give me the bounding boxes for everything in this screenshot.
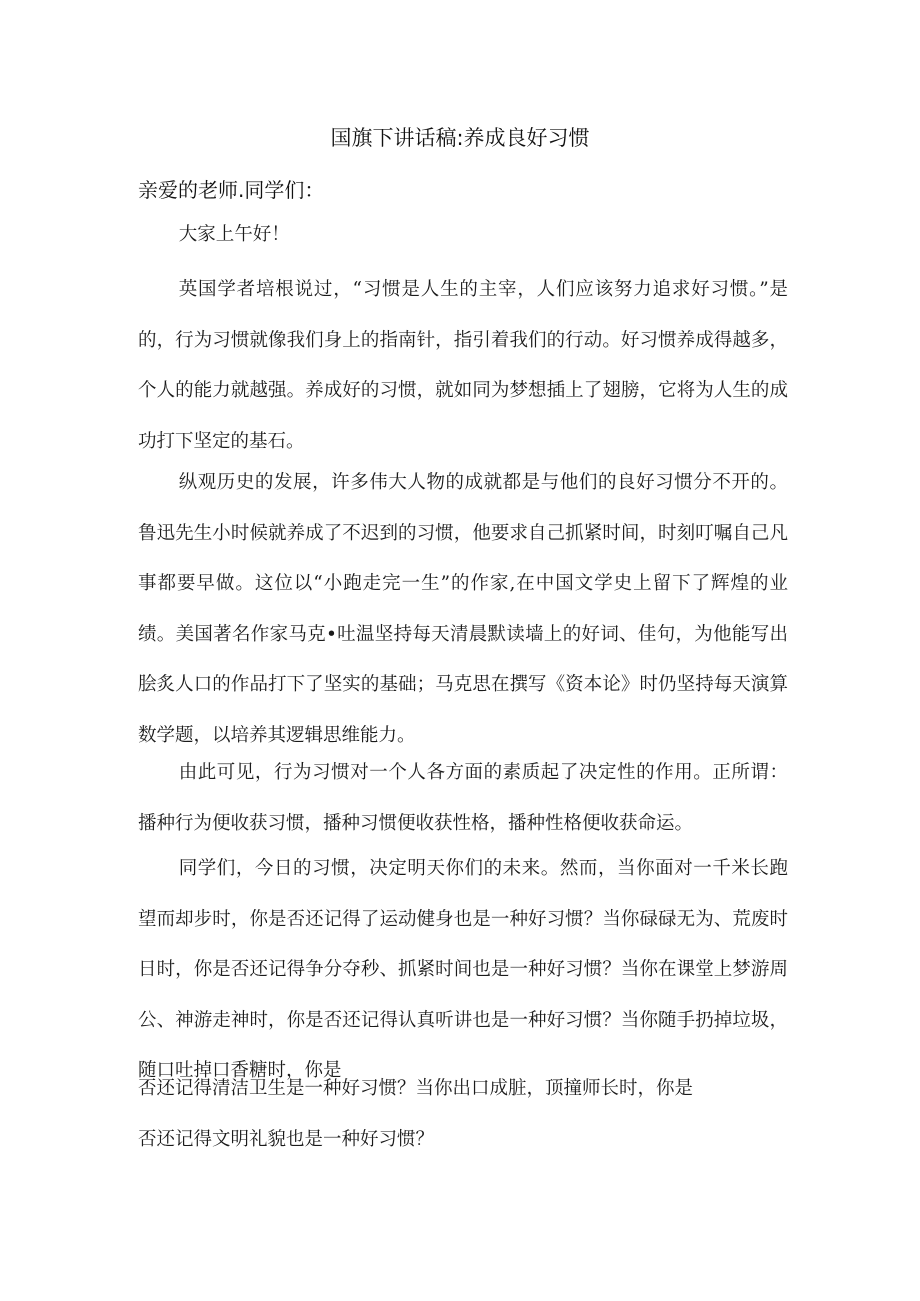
paragraph: 纵观历史的发展，许多伟大人物的成就都是与他们的良好习惯分不开的。鲁迅先生小时候就养成了不迟到的习惯，他要求自己抓紧时间，时刻叮嘱自己凡事都要早做。这位以“小跑走完一生”的作家,在中国文学史上留下了辉煌的业绩。美国著名作家马克•吐温坚持每天清晨默读墙上的好词、佳句，为他能写出脍炙人口的作品打下了坚实的基础；马克思在撰写《资本论》时仍坚持每天演算数学题，以培养其逻辑思维能力。 xyxy=(138,472,788,746)
paragraph-block-3 xyxy=(138,748,788,849)
text-line: 否还记得文明礼貌也是一种好习惯？ xyxy=(138,1129,435,1150)
page-title: 国旗下讲话稿:养成良好习惯 xyxy=(330,126,590,150)
text-line: 否还记得清洁卫生是一种好习惯？当你出口成脏，顶撞师长时，你是 xyxy=(138,1078,694,1099)
greeting: 亲爱的老师.同学们： xyxy=(138,178,325,202)
paragraph-block-2 xyxy=(138,458,788,761)
salutation: 大家上午好！ xyxy=(178,224,290,245)
paragraph-block-4 xyxy=(138,844,788,1097)
paragraph: 由此可见，行为习惯对一个人各方面的素质起了决定性的作用。正所谓：播种行为便收获习惯，播种习惯便收获性格，播种性格便收获命运。 xyxy=(138,762,788,834)
paragraph-block-1 xyxy=(138,265,788,467)
paragraph: 同学们，今日的习惯，决定明天你们的未来。然而，当你面对一千米长跑望而却步时，你是否还记得了运动健身也是一种好习惯？当你碌碌无为、荒废时日时，你是否还记得争分夺秒、抓紧时间也是一种好习惯？当你在课堂上梦游周公、神游走神时，你是否还记得认真听讲也是一种好习惯？当你随手扔掉垃圾，随口吐掉口香糖时，你是 xyxy=(138,858,788,1081)
paragraph: 英国学者培根说过，“习惯是人生的主宰，人们应该努力追求好习惯。”是的，行为习惯就像我们身上的指南针，指引着我们的行动。好习惯养成得越多，个人的能力就越强。养成好的习惯，就如同为梦想插上了翅膀，它将为人生的成功打下坚定的基石。 xyxy=(138,279,788,452)
